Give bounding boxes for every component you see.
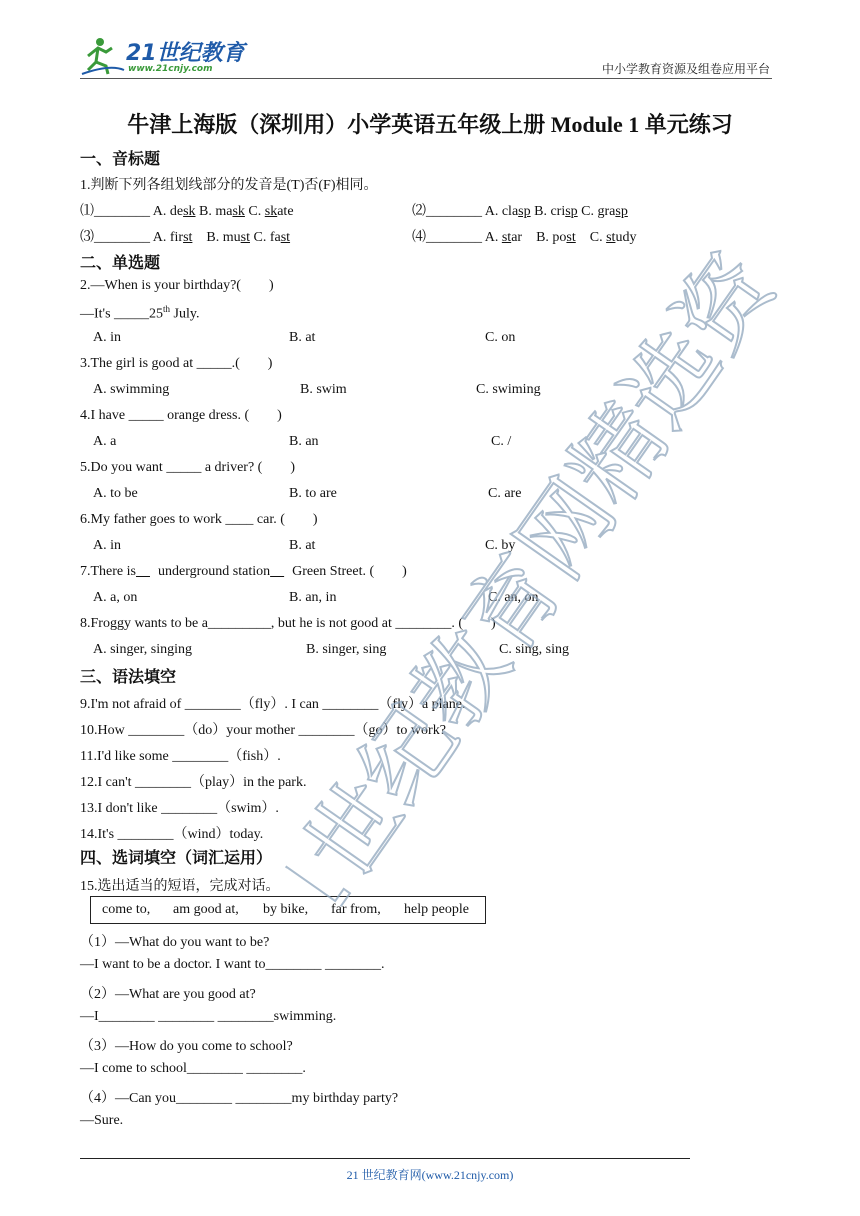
word-bank-item: help people	[404, 902, 469, 917]
question-4-stem: 4.I have _____ orange dress. ( )	[80, 408, 282, 423]
item-number: ⑶	[80, 230, 94, 245]
q7-option-b: B. an, in	[289, 590, 337, 605]
answer-blank: ________	[94, 230, 150, 245]
q7-text-1: 7.There is	[80, 564, 136, 579]
item-number: ⑴	[80, 204, 94, 219]
option-b: B. mu	[192, 230, 241, 245]
logo	[80, 34, 250, 78]
watermark-text: 21世纪教育网精选资料	[250, 220, 810, 930]
q4-option-a: A. a	[93, 434, 117, 449]
underlined-part: sk	[232, 204, 245, 219]
q6-option-b: B. at	[289, 538, 316, 553]
q1-item-3	[80, 226, 290, 246]
grammar-question-10: 10.How ________（do）your mother ________（go）to work?	[80, 723, 446, 738]
underlined-part: sp	[565, 204, 578, 219]
q2-text-end: July.	[170, 306, 200, 322]
question-8-stem: 8.Froggy wants to be a_________, but he is not good at ________. ( )	[80, 616, 496, 631]
q1-item-2	[412, 200, 628, 220]
option-c-rest: udy	[615, 230, 637, 245]
option-b: B. ma	[195, 204, 233, 219]
question-3-stem: 3.The girl is good at _____.( )	[80, 356, 273, 371]
q2-option-b: B. at	[289, 330, 316, 345]
dialogue-line: （4）—Can you________ ________my birthday party?	[80, 1091, 399, 1106]
item-number: ⑵	[412, 204, 426, 219]
question-2-stem: 2.—When is your birthday?( )	[80, 278, 274, 293]
header-divider	[80, 78, 772, 79]
dialogue-line: —Sure.	[80, 1113, 124, 1128]
section-heading-4: 四、选词填空（词汇运用）	[80, 848, 273, 867]
header-platform-text: 中小学教育资源及组卷应用平台	[601, 62, 770, 76]
question-7-stem	[80, 564, 407, 580]
logo-text: 21世纪教育	[126, 41, 245, 66]
dialogue-line: （2）—What are you good at?	[80, 987, 256, 1002]
q2-option-a: A. in	[93, 330, 121, 345]
question-2-line2	[80, 304, 199, 323]
q4-option-b: B. an	[289, 434, 319, 449]
q4-option-c: C. /	[491, 434, 512, 449]
option-c: C.	[575, 230, 607, 245]
question-5-stem: 5.Do you want _____ a driver? ( )	[80, 460, 296, 475]
underlined-part: st	[183, 230, 193, 245]
section-heading-1: 一、音标题	[80, 149, 161, 168]
answer-blank: ________	[426, 230, 482, 245]
option-c-rest: ate	[277, 204, 294, 219]
q6-option-a: A. in	[93, 538, 121, 553]
option-a: A.	[482, 230, 502, 245]
answer-blank: ________	[426, 204, 482, 219]
option-b: B. po	[522, 230, 567, 245]
q8-option-a: A. singer, singing	[93, 642, 192, 657]
option-a: A. fir	[150, 230, 184, 245]
underlined-part: sk	[264, 204, 278, 219]
word-bank-item: am good at,	[173, 902, 239, 917]
option-c: C. gra	[577, 204, 616, 219]
q7-blank-1	[136, 564, 158, 580]
grammar-question-11: 11.I'd like some ________（fish）.	[80, 749, 281, 764]
answer-blank: ________	[94, 204, 150, 219]
grammar-question-14: 14.It's ________（wind）today.	[80, 827, 264, 842]
underlined-part: sp	[615, 204, 628, 219]
q1-item-1	[80, 200, 294, 220]
runner-icon	[82, 38, 124, 74]
superscript: th	[163, 304, 171, 314]
q2-text: —It's _____25	[80, 306, 164, 322]
grammar-question-9: 9.I'm not afraid of ________（fly）. I can ________（fly）a plane.	[80, 697, 466, 712]
word-bank-item: come to,	[102, 902, 151, 917]
question-6-stem: 6.My father goes to work ____ car. ( )	[80, 512, 318, 527]
q3-option-a: A. swimming	[93, 382, 170, 397]
q5-option-b: B. to are	[289, 486, 337, 501]
option-a: A. cla	[482, 204, 519, 219]
q5-option-c: C. are	[488, 486, 522, 501]
grammar-question-13: 13.I don't like ________（swim）.	[80, 801, 279, 816]
option-c: C. fa	[249, 230, 281, 245]
option-a: A. de	[150, 204, 184, 219]
q7-text-2: underground station	[157, 564, 271, 579]
q3-option-b: B. swim	[300, 382, 347, 397]
dialogue-line: —I come to school________ ________.	[80, 1061, 306, 1076]
underlined-part: st	[280, 230, 291, 245]
option-b: B. cri	[530, 204, 566, 219]
word-bank-item: by bike,	[263, 902, 309, 917]
q7-text-3: Green Street. ( )	[292, 564, 407, 579]
underlined-part: st	[566, 230, 576, 245]
q2-option-c: C. on	[485, 330, 516, 345]
grammar-question-12: 12.I can't ________（play）in the park.	[80, 775, 307, 790]
question-15-stem: 15.选出适当的短语，完成对话。	[80, 879, 280, 894]
option-c: C.	[244, 204, 265, 219]
q6-option-c: C. by	[485, 538, 516, 553]
q7-option-a: A. a, on	[93, 590, 138, 605]
page-title: 牛津上海版（深圳用）小学英语五年级上册 Module 1 单元练习	[127, 112, 733, 137]
word-bank-item: far from,	[331, 902, 381, 917]
section-heading-2: 二、单选题	[80, 253, 161, 272]
q8-option-c: C. sing, sing	[499, 642, 570, 657]
q8-option-b: B. singer, sing	[306, 642, 387, 657]
q5-option-a: A. to be	[93, 486, 138, 501]
logo-subtext: www.21cnjy.com	[128, 64, 213, 74]
q3-option-c: C. swiming	[476, 382, 541, 397]
dialogue-line: （1）—What do you want to be?	[80, 935, 270, 950]
section-heading-3: 三、语法填空	[80, 667, 177, 686]
dialogue-line: （3）—How do you come to school?	[80, 1039, 293, 1054]
footer-text: 21 世纪教育网(www.21cnjy.com)	[346, 1168, 514, 1182]
q1-item-4	[412, 226, 636, 246]
option-a-rest: ar	[511, 230, 523, 245]
q7-blank-2	[270, 564, 292, 580]
underlined-part: sk	[183, 204, 196, 219]
dialogue-line: —I want to be a doctor. I want to________ ________.	[80, 957, 385, 972]
underlined-part: st	[240, 230, 250, 245]
item-number: ⑷	[412, 230, 426, 245]
q7-option-c: C. an, on	[488, 590, 539, 605]
dialogue-line: —I________ ________ ________swimming.	[80, 1009, 337, 1024]
underlined-part: st	[501, 230, 512, 245]
underlined-part: st	[606, 230, 616, 245]
footer-divider	[80, 1158, 690, 1159]
word-bank-box	[90, 896, 486, 924]
underlined-part: sp	[518, 204, 531, 219]
question-1-stem: 1.判断下列各组划线部分的发音是(T)否(F)相同。	[80, 178, 378, 193]
